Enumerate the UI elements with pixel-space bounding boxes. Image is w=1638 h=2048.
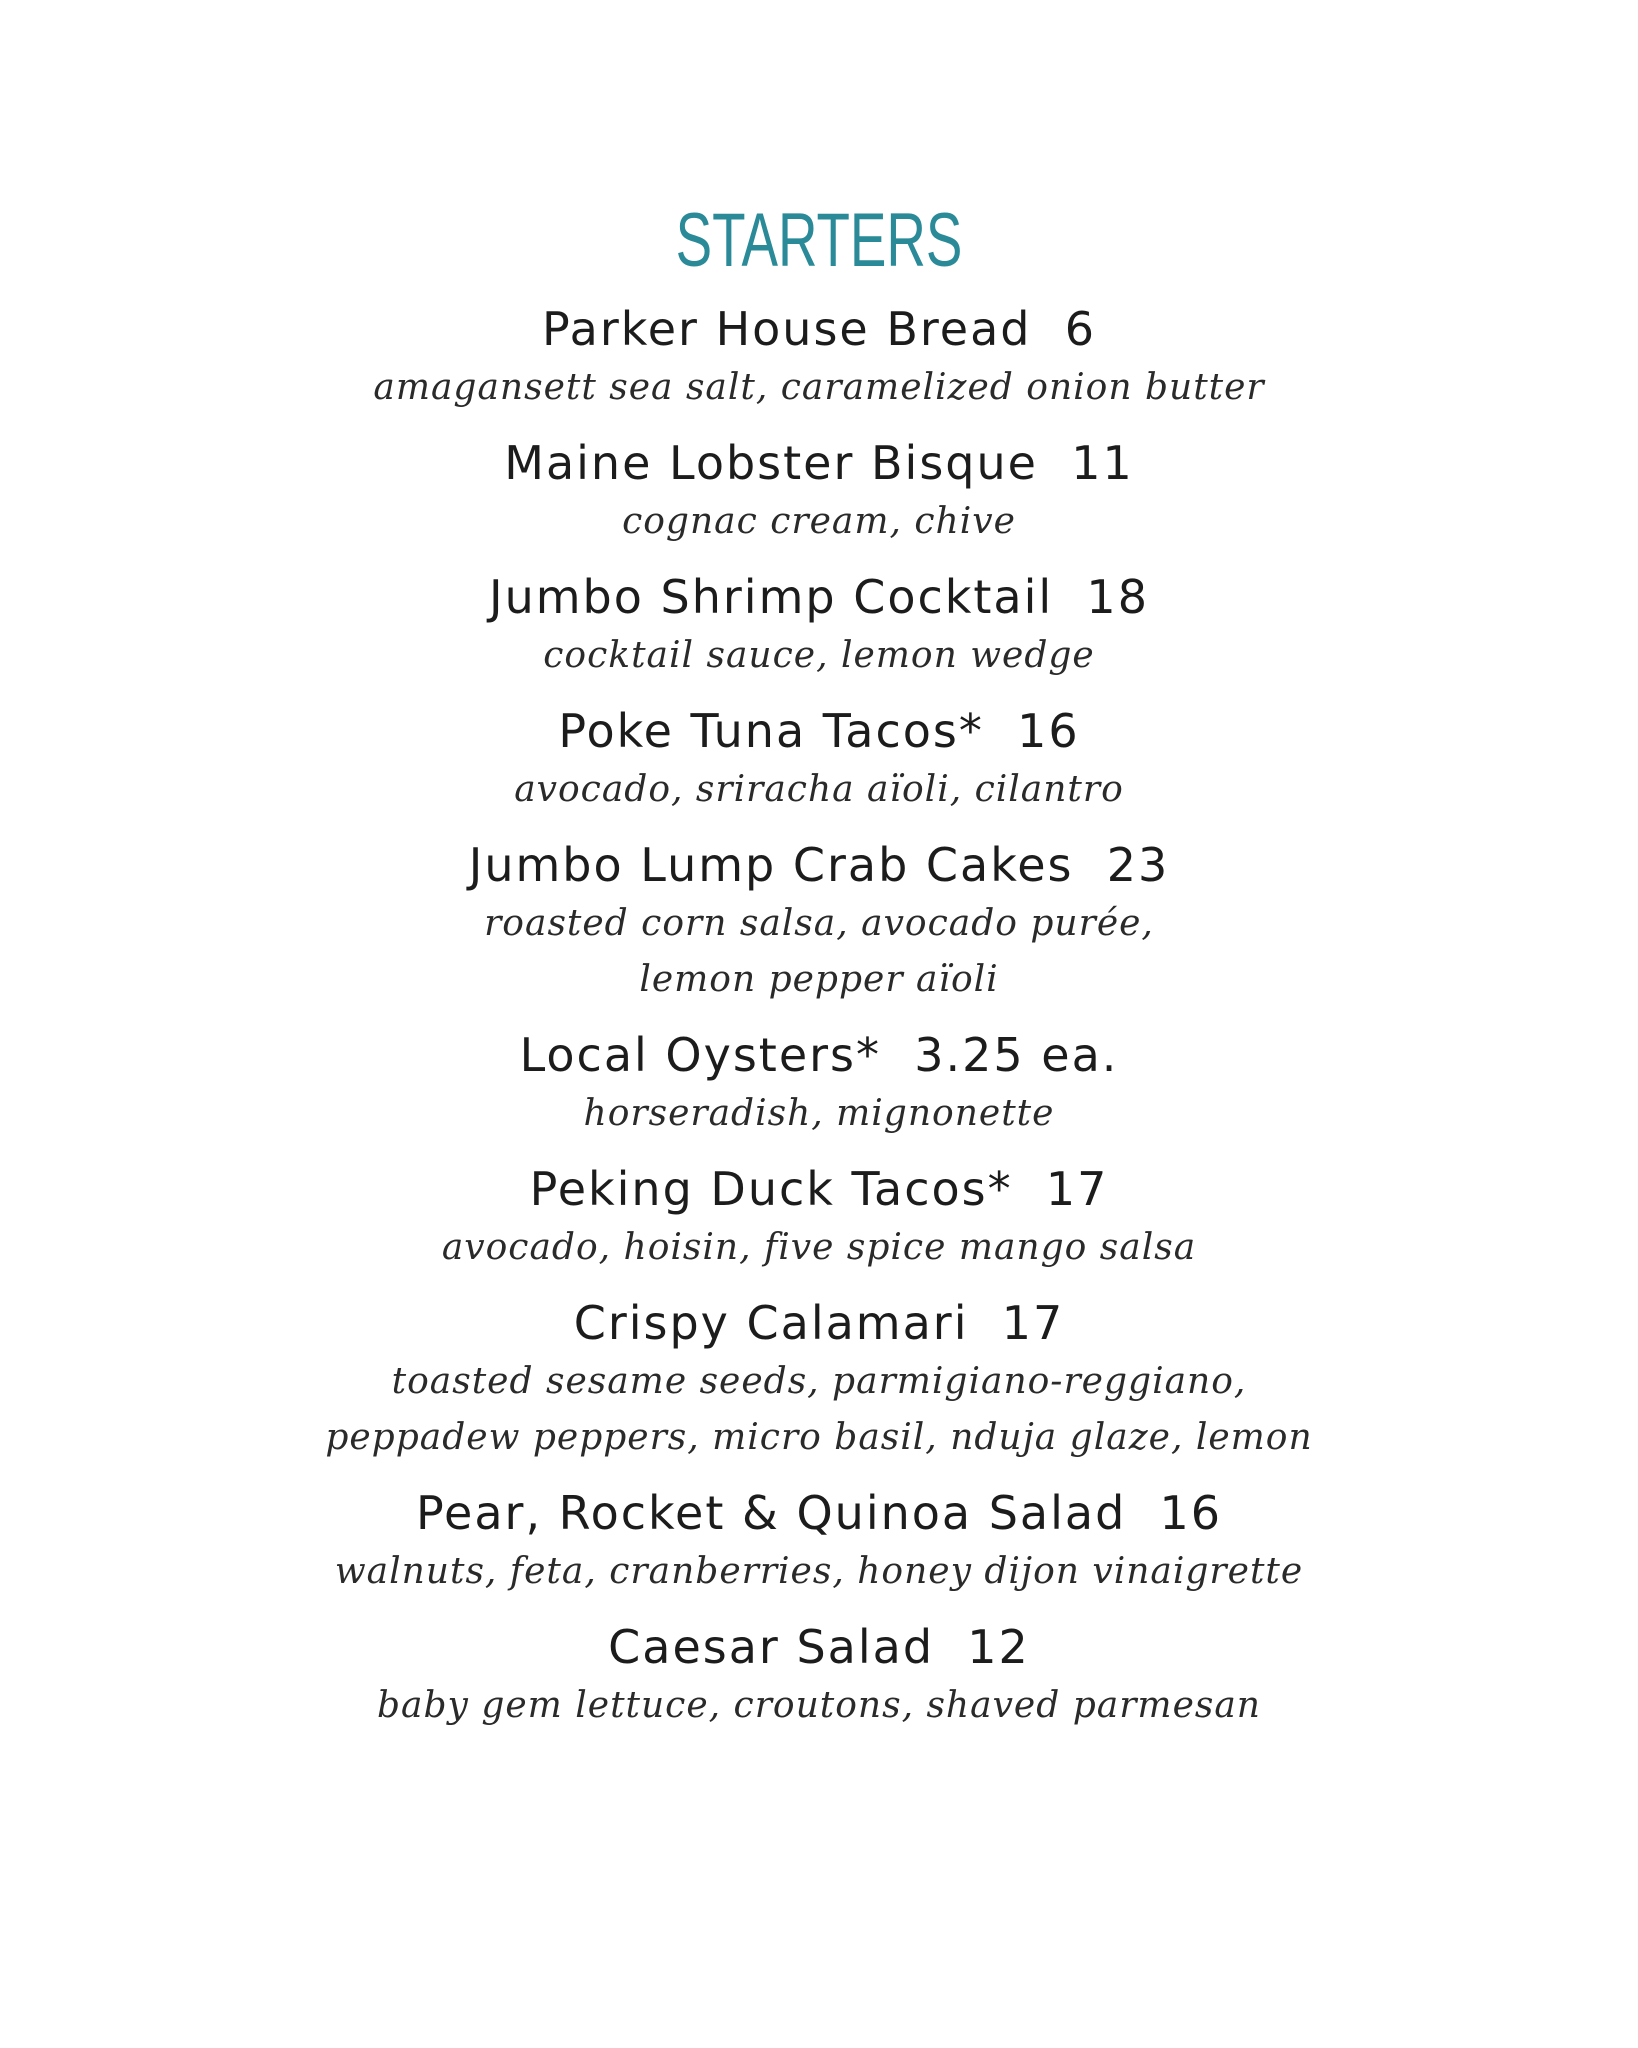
menu-item-name: Poke Tuna Tacos* 16 bbox=[558, 704, 1080, 758]
menu-item-name: Maine Lobster Bisque 11 bbox=[504, 436, 1134, 490]
menu-item-description: peppadew peppers, micro basil, nduja glaze, lemon bbox=[325, 1417, 1313, 1458]
menu-item bbox=[0, 1482, 1638, 1600]
menu-item-description: baby gem lettuce, croutons, shaved parmesan bbox=[376, 1685, 1261, 1726]
menu-item-description: amagansett sea salt, caramelized onion butter bbox=[373, 367, 1265, 408]
menu-item-description: walnuts, feta, cranberries, honey dijon vinaigrette bbox=[334, 1551, 1304, 1592]
menu-item-name: Jumbo Shrimp Cocktail 18 bbox=[489, 570, 1149, 624]
menu-item-name: Peking Duck Tacos* 17 bbox=[529, 1162, 1109, 1216]
menu-item-name: Jumbo Lump Crab Cakes 23 bbox=[468, 838, 1170, 892]
menu-item-description: avocado, sriracha aïoli, cilantro bbox=[514, 769, 1124, 810]
menu-item-list bbox=[0, 298, 1638, 1734]
menu-item-name: Crispy Calamari 17 bbox=[573, 1296, 1065, 1350]
menu-item bbox=[0, 1024, 1638, 1142]
menu-item-name: Pear, Rocket & Quinoa Salad 16 bbox=[415, 1486, 1223, 1540]
section-title: STARTERS bbox=[675, 198, 963, 283]
menu-item-name: Local Oysters* 3.25 ea. bbox=[519, 1028, 1119, 1082]
menu-item-description: cognac cream, chive bbox=[622, 501, 1016, 542]
menu-item-description: lemon pepper aïoli bbox=[639, 959, 999, 1000]
menu-item-description: roasted corn salsa, avocado purée, bbox=[484, 903, 1154, 944]
menu-item-name: Parker House Bread 6 bbox=[541, 302, 1097, 356]
menu-item bbox=[0, 298, 1638, 416]
menu-item bbox=[0, 566, 1638, 684]
menu-item-name: Caesar Salad 12 bbox=[608, 1620, 1030, 1674]
menu-item-description: toasted sesame seeds, parmigiano-reggiano, bbox=[391, 1361, 1247, 1402]
menu-item-description: cocktail sauce, lemon wedge bbox=[543, 635, 1095, 676]
menu-item bbox=[0, 1158, 1638, 1276]
menu-item bbox=[0, 834, 1638, 1008]
menu-item bbox=[0, 1292, 1638, 1466]
menu-item-description: avocado, hoisin, five spice mango salsa bbox=[441, 1227, 1197, 1268]
menu-item bbox=[0, 1616, 1638, 1734]
menu-item bbox=[0, 700, 1638, 818]
menu-item bbox=[0, 432, 1638, 550]
menu-item-description: horseradish, mignonette bbox=[583, 1093, 1055, 1134]
